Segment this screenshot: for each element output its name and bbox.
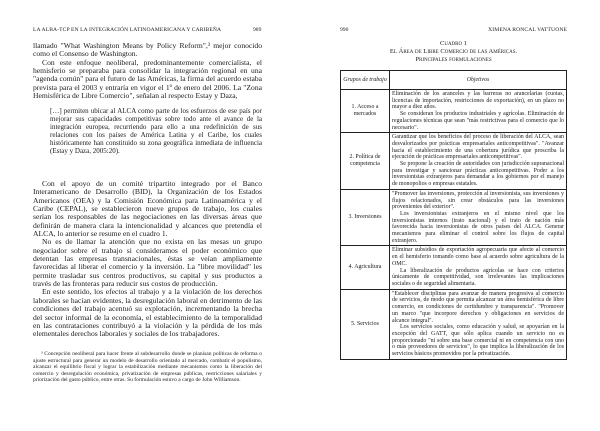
group-cell: 3. Inversiones bbox=[341, 189, 390, 246]
objective-text: "Establecer disciplinas para avanzar de manera progresiva al comercio de servicios, de modo que permita alcanzar un área hemisférica de libre comercio, en condiciones de certidumbre y transparencia". "Promover un marco "que incorpore derechos y obligaciones en servicios de alcance integral". bbox=[392, 290, 564, 324]
body-text-bottom bbox=[33, 180, 262, 339]
table-caption bbox=[340, 40, 567, 64]
column-header-objectives: Objetivos bbox=[390, 71, 567, 90]
caption-subtitle: Principales formulaciones bbox=[415, 56, 492, 63]
page-number: 989 bbox=[253, 27, 262, 33]
running-head: LA ALBA-TCP EN LA INTEGRACIÓN LATINOAMERICANA Y CARIBEÑA bbox=[33, 27, 222, 33]
objective-text: Eliminar subsidios de exportación agropecuaria que afecte al comercio en el hemisferio tomando como base al acuerdo sobre agricultura de la OMC. bbox=[392, 247, 564, 267]
group-cell: 2. Política de competencia bbox=[341, 133, 390, 190]
objective-text: Se propone la creación de autoridades con jurisdicción supranacional para investigar y sancionar prácticas anticompetitivas. Poder a los inversionistas extranjeros para demandar a los gobiernos por el manejo de monopolios o empresas estatales. bbox=[392, 161, 564, 188]
running-head: XIMENA RONCAL VATTUONE bbox=[488, 27, 567, 33]
objective-text: Eliminación de los aranceles y las barreras no arancelarias (cuotas, licencias de importación, restricciones de exportación), en un plazo no mayor a diez años. bbox=[392, 91, 564, 111]
objectives-cell bbox=[390, 133, 567, 190]
table-row bbox=[341, 133, 567, 190]
objectives-cell bbox=[390, 90, 567, 133]
group-cell: 1. Acceso a mercados bbox=[341, 90, 390, 133]
caption-title: El Área de Libre Comercio de las Américas. bbox=[389, 48, 518, 55]
group-cell: 4. Agricultura bbox=[341, 246, 390, 289]
block-quote: […] permiten ubicar al ALCA como parte de los esfuerzos de ese país por mejorar sus capacidades competitivas sobre todo ante el avance de la integración europea, recurriendo para ello a una redefinición de sus relaciones con los países de América Latina y el Caribe, los cuales históricamente han constituido su zona geográfica inmediata de influencia (Estay y Daza, 2005:20). bbox=[50, 107, 262, 156]
paragraph: No es de llamar la atención que no exista en las mesas un grupo negociador sobre el trabajo si consideramos el poder económico que detentan las empresas transnacionales, éstas se veían ampliamente favorecidas al liberar el comercio y la inversión. La "libre movilidad" les permite trasladar sus centros productivos, su capital y sus productos a través de las fronteras para reducir sus costos de producción. bbox=[33, 237, 262, 289]
body-text-top bbox=[33, 42, 262, 100]
column-header-groups: Grupos de trabajo bbox=[341, 71, 390, 90]
paragraph: Con este enfoque neoliberal, predominantemente comercialista, el hemisferio se preparaba para consolidar la integración regional en una "agenda común" para el futuro de las Américas, la firma del acuerdo estaba prevista para el 2003 y entraría en vigor el 1º de enero del 2006. La "Zona Hemisférica de Libre Comercio", señalan al respecto Estay y Daza, bbox=[33, 57, 262, 101]
objectives-cell bbox=[390, 246, 567, 289]
objective-text: La liberalización de productos agrícolas se hace con criterios únicamente de competitividad, son irrelevantes las implicaciones sociales o de seguridad alimentaria. bbox=[392, 267, 564, 287]
caption-label: Cuadro 1 bbox=[439, 40, 468, 47]
group-cell: 5. Servicios bbox=[341, 289, 390, 359]
paragraph: Con el apoyo de un comité tripartito integrado por el Banco Interamericano de Desarrollo (BID), la Organización de los Estados Americanos (OEA) y la Comisión Económica para Latinoamérica y el Caribe (CEPAL), se establecieron nueve grupos de trabajo, los cuales serían los responsables de las negociaciones en las diversas áreas que definirán de manera clara la intencionalidad y alcances que pretendía el ALCA, lo anterior se resume en el cuadro 1. bbox=[33, 179, 262, 239]
table-row bbox=[341, 189, 567, 246]
objective-text: "Promover las inversiones, protección al inversionista, sus inversiones y flujos relacionados, sin crear obstáculos para las inversiones provenientes del exterior". bbox=[392, 190, 564, 211]
objective-text: Los servicios sociales, como educación y salud, se apoyarían en la excepción del GATT, que sólo aplica cuando un servicio no es proporcionado "ni sobre una base comercial ni en competencia con uno o más proveedores de servicios", lo que implica la liberalización de los servicios básicos promovidos por la privatización. bbox=[392, 324, 564, 358]
table-row bbox=[341, 90, 567, 133]
paragraph: llamado "What Washington Means by Policy Reform",³ mejor conocido como el Consenso de Washington. bbox=[33, 41, 262, 59]
objectives-cell bbox=[390, 189, 567, 246]
objective-text: Los inversionistas extranjeros en el mismo nivel que los inversionistas internos (trato nacional) y el trato de nación más favorecida hacia inversionistas de otros países del ALCA. Generar mecanismos para eliminar el control sobre los flujos de capital extranjero. bbox=[392, 210, 564, 244]
objectives-table bbox=[340, 70, 567, 360]
objectives-cell bbox=[390, 289, 567, 359]
objective-text: Garantizar que los beneficios del proceso de liberación del ALCA, sean desvalorizados por prácticas empresariales anticompetitivas". "Avanzar hacia el establecimiento de una cobertura jurídica que proscriba la ejecución de prácticas empresariales anticompetitivas". bbox=[392, 134, 564, 161]
table-row bbox=[341, 246, 567, 289]
table-header-row bbox=[341, 71, 567, 90]
page-number: 990 bbox=[340, 27, 349, 33]
footnote: ³ Concepción neoliberal para hacer frente al subdesarrollo donde se planisan políticas de reforma o ajuste estructural para generar un modelo de desarrollo orientado al mercado, combatir el populismo, alcanzar el equilibrio fiscal y lograr la estabilización mediante mecanismos como la liberación del comercio y desregulación económica, privatización de empresas públicas, restricciones salariales y priorización del gasto público, entre otras. Su formulación estuvo a cargo de John Williamson. bbox=[33, 351, 262, 383]
table-row bbox=[341, 289, 567, 359]
objective-text: Se consideran los productos industriales y agrícolas. Eliminación de regulaciones técnicas que sean "más restrictivas para el comercio que lo necesario". bbox=[392, 111, 564, 131]
right-page bbox=[300, 0, 600, 431]
paragraph: En este sentido, los efectos al trabajo y a la violación de los derechos laborales se hacían evidentes, la desregulación laboral en detrimento de las condiciones del trabajo acentuó su explotación, incrementando la brecha del sector informal de la economía, el establecimiento de la temporalidad en las contrataciones contribuyó a la violación y la pérdida de los más elementales derechos laborales y sociales de los trabajadores. bbox=[33, 287, 262, 339]
